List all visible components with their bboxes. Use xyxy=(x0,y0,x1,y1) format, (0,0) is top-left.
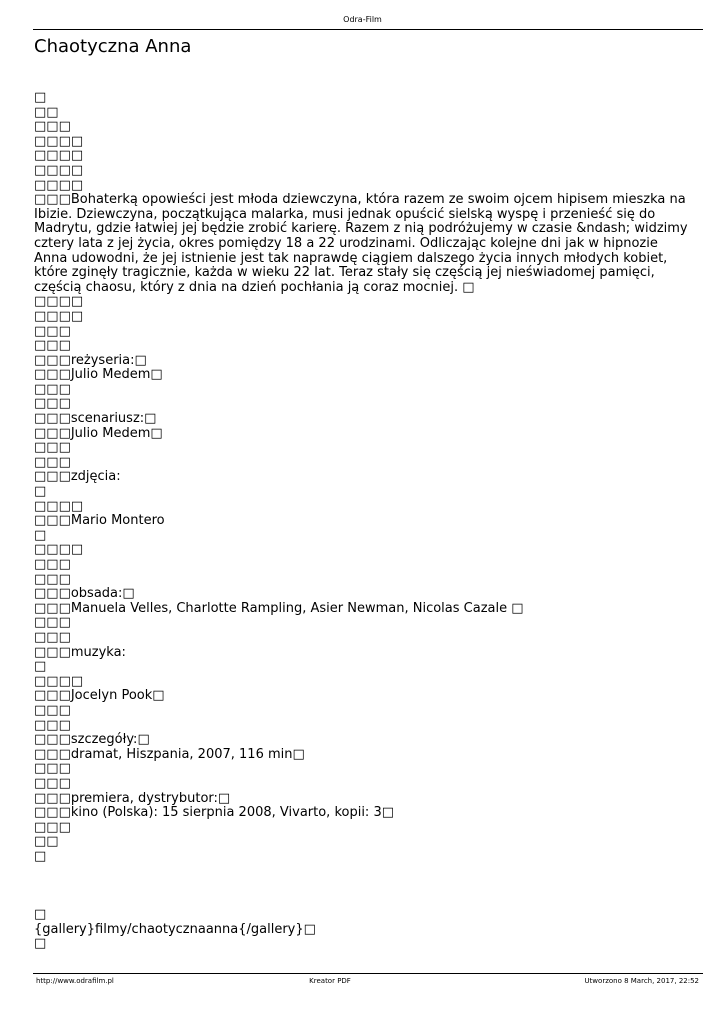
text-line: □□□□ xyxy=(34,542,84,558)
text-line: □ xyxy=(34,659,47,675)
text-line: {gallery}filmy/chaotycznaanna{/gallery}□ xyxy=(34,921,316,937)
text-line: □□□Jocelyn Pook□ xyxy=(34,688,165,704)
text-line: □ xyxy=(34,527,47,543)
text-line: □□□ xyxy=(34,454,71,470)
description-paragraph: □□□Bohaterką opowieści jest młoda dziewczyna, która razem ze swoim ojcem hipisem mieszka na Ibizie. Dziewczyna, początkująca malarka, musi jednak opuścić sielską wyspę i przenieść się do Madrytu, gdzie łatwiej jej będzie zrobić karierę. Razem z nią podróżujemy w czasie &ndash; widzimy cztery lata z jej życia, okres pomiędzy 18 a 22 urodzinami. Odliczając kolejne dni jak w hipnozie Anna udowodni, że jej istnienie jest tak naprawdę ciągiem dalszego życia innych młodych kobiet, które zginęły tragicznie, każda w wieku 22 lat. Teraz stały się częścią jej nieświadomej pamięci, częścią chaosu, który z dnia na dzień pochłania ją coraz mocniej. □ xyxy=(34,192,688,295)
text-line: □□□ xyxy=(34,440,71,456)
text-line: □□ xyxy=(34,104,59,120)
text-line: □□□kino (Polska): 15 sierpnia 2008, Vivarto, kopii: 3□ xyxy=(34,805,395,821)
text-line: □□□muzyka: xyxy=(34,644,126,660)
text-line: □ xyxy=(34,484,47,500)
text-line: □□□□ xyxy=(34,162,84,178)
text-line: □□□ xyxy=(34,571,71,587)
text-line: □□□Julio Medem□ xyxy=(34,367,163,383)
text-line: □□□ xyxy=(34,323,71,339)
text-line xyxy=(34,894,689,909)
text-line: □□□Manuela Velles, Charlotte Rampling, Asier Newman, Nicolas Cazale □ xyxy=(34,600,524,616)
text-line: □□□ xyxy=(34,819,71,835)
text-line: □□□dramat, Hiszpania, 2007, 116 min□ xyxy=(34,746,305,762)
footer-created: Utworzono 8 March, 2017, 22:52 xyxy=(584,977,699,985)
text-line: □□□ xyxy=(34,717,71,733)
text-line: □□□□ xyxy=(34,498,84,514)
text-line xyxy=(34,864,689,879)
text-line: □□□ xyxy=(34,381,71,397)
text-line xyxy=(34,879,689,894)
footer-rule xyxy=(33,973,703,974)
text-line: □□□ xyxy=(34,629,71,645)
text-line: □□□scenariusz:□ xyxy=(34,411,157,427)
text-line: □□□□ xyxy=(34,308,84,324)
text-line: □□□ xyxy=(34,396,71,412)
text-line: □□□reżyseria:□ xyxy=(34,352,147,368)
text-line: □□□premiera, dystrybutor:□ xyxy=(34,790,231,806)
text-line: □□□obsada:□ xyxy=(34,586,135,602)
header-rule xyxy=(33,29,703,30)
text-line: □□□Mario Montero xyxy=(34,513,165,529)
document-body xyxy=(34,91,689,952)
footer-url: http://www.odrafilm.pl xyxy=(36,977,114,985)
text-line: □□□szczegóły:□ xyxy=(34,732,150,748)
footer-creator: Kreator PDF xyxy=(309,977,351,985)
text-line: □□□□ xyxy=(34,148,84,164)
text-line: □□□Julio Medem□ xyxy=(34,425,163,441)
text-line: □□□□ xyxy=(34,133,84,149)
page-title: Chaotyczna Anna xyxy=(34,36,192,57)
text-line: □□ xyxy=(34,834,59,850)
text-line: □□□ xyxy=(34,615,71,631)
text-line: □ xyxy=(34,907,47,923)
text-line: □□□zdjęcia: xyxy=(34,469,121,485)
text-line: □□□ xyxy=(34,775,71,791)
text-line: □ xyxy=(34,936,47,952)
text-line: □□□ xyxy=(34,338,71,354)
text-line: □□□ xyxy=(34,702,71,718)
text-line: □□□□ xyxy=(34,177,84,193)
text-line: □□□ xyxy=(34,119,71,135)
page-header-site: Odra-Film xyxy=(343,15,382,24)
text-line: □□□□ xyxy=(34,294,84,310)
text-line: □ xyxy=(34,848,47,864)
text-line: □□□ xyxy=(34,761,71,777)
text-line: □□□□ xyxy=(34,673,84,689)
text-line: □□□ xyxy=(34,557,71,572)
text-line: □ xyxy=(34,90,47,105)
